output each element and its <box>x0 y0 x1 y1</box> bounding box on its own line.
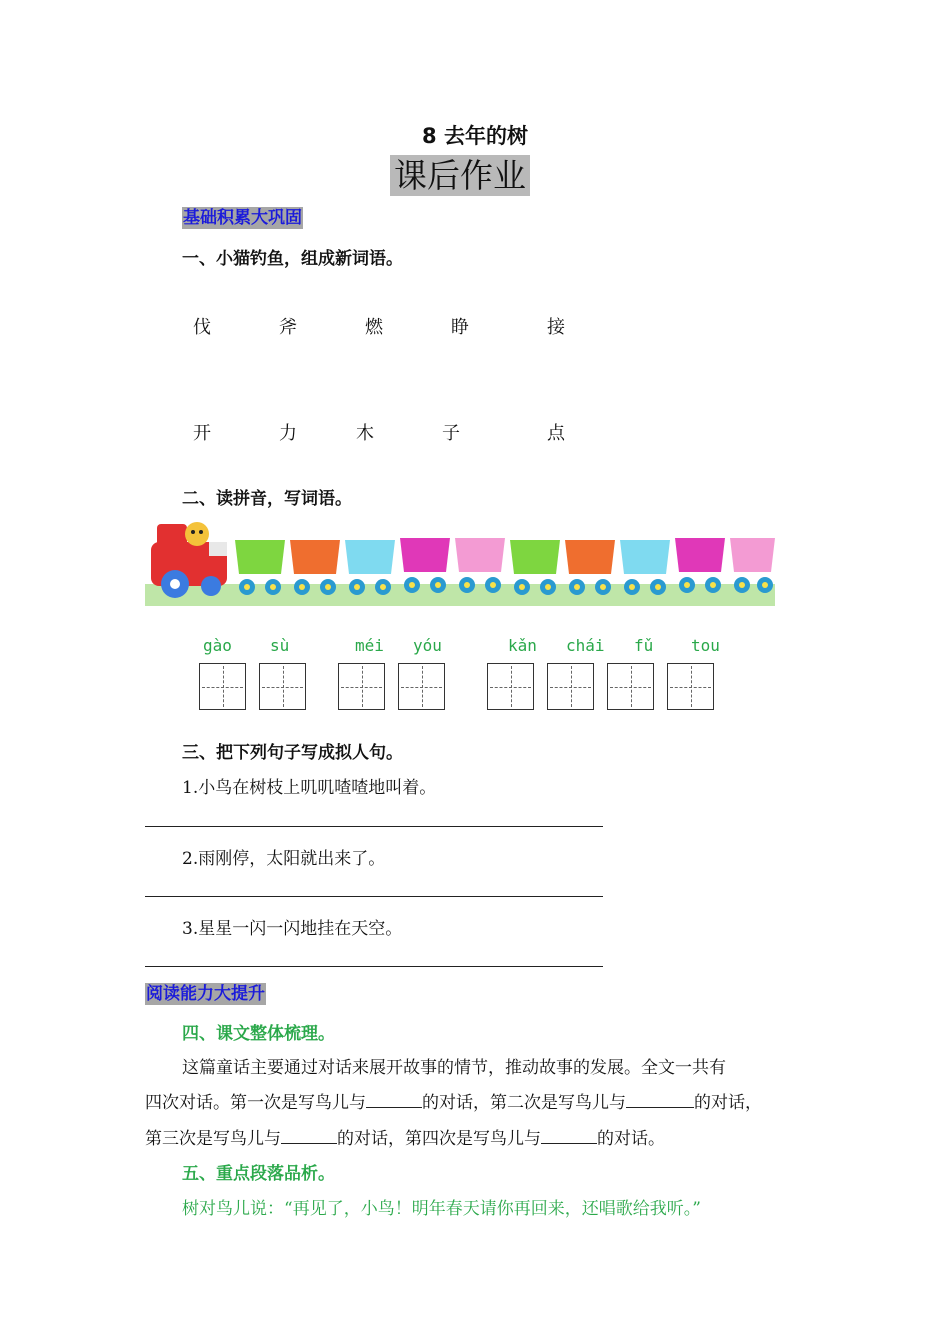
q1-char: 燃 <box>365 317 383 338</box>
q1-char: 睁 <box>451 317 469 338</box>
pinyin-label: kǎn <box>508 636 537 655</box>
q1-char: 伐 <box>193 317 211 338</box>
q4-text: 的对话， <box>694 1093 762 1113</box>
q1-char: 开 <box>193 423 211 444</box>
q4-text: 的对话，第二次是写鸟儿与 <box>422 1093 626 1113</box>
writing-box[interactable] <box>547 663 594 710</box>
q4-paragraph-line <box>145 1088 762 1113</box>
q4-heading: 四、课文整体梳理。 <box>182 1024 335 1044</box>
q4-paragraph-line <box>145 1124 665 1149</box>
page-subtitle: 课后作业 <box>390 155 530 196</box>
writing-box[interactable] <box>199 663 246 710</box>
q1-char: 点 <box>547 423 565 444</box>
q2-heading: 二、读拼音，写词语。 <box>182 489 352 509</box>
q4-paragraph-line: 这篇童话主要通过对话来展开故事的情节，推动故事的发展。全文一共有 <box>182 1058 726 1078</box>
writing-box[interactable] <box>398 663 445 710</box>
q1-heading: 一、小猫钓鱼，组成新词语。 <box>182 249 403 269</box>
pinyin-label: yóu <box>413 636 442 655</box>
writing-box[interactable] <box>487 663 534 710</box>
page-title: 8 去年的树 <box>422 124 528 148</box>
pinyin-label: tou <box>691 636 720 655</box>
q1-char: 子 <box>442 423 460 444</box>
pinyin-label: sù <box>270 636 290 655</box>
fill-blank[interactable] <box>541 1127 597 1144</box>
writing-box[interactable] <box>259 663 306 710</box>
q3-item: 2.雨刚停，太阳就出来了。 <box>182 849 386 869</box>
fill-blank[interactable] <box>626 1091 694 1108</box>
q4-text: 的对话。 <box>597 1129 665 1149</box>
writing-box[interactable] <box>667 663 714 710</box>
q4-text: 四次对话。第一次是写鸟儿与 <box>145 1093 366 1113</box>
section-reading-tag: 阅读能力大提升 <box>146 984 265 1004</box>
q1-char: 力 <box>279 423 297 444</box>
pinyin-label: méi <box>355 636 384 655</box>
answer-line[interactable] <box>145 826 603 827</box>
q5-heading: 五、重点段落品析。 <box>182 1164 335 1184</box>
writing-box[interactable] <box>607 663 654 710</box>
q1-char: 木 <box>356 423 374 444</box>
q1-char: 接 <box>547 317 565 338</box>
answer-line[interactable] <box>145 966 603 967</box>
q1-char: 斧 <box>279 317 297 338</box>
pinyin-label: gào <box>203 636 232 655</box>
fill-blank[interactable] <box>281 1127 337 1144</box>
q3-item: 1.小鸟在树枝上叽叽喳喳地叫着。 <box>182 778 437 798</box>
q5-quote: 树对鸟儿说：“再见了，小鸟！明年春天请你再回来，还唱歌给我听。” <box>182 1199 701 1219</box>
answer-line[interactable] <box>145 896 603 897</box>
q3-item: 3.星星一闪一闪地挂在天空。 <box>182 919 403 939</box>
train-illustration <box>145 512 775 606</box>
writing-box[interactable] <box>338 663 385 710</box>
section-basic-tag: 基础积累大巩固 <box>183 208 302 228</box>
pinyin-label: chái <box>566 636 605 655</box>
fill-blank[interactable] <box>366 1091 422 1108</box>
q4-text: 第三次是写鸟儿与 <box>145 1129 281 1149</box>
q4-text: 的对话，第四次是写鸟儿与 <box>337 1129 541 1149</box>
train-cars <box>235 538 775 574</box>
q3-heading: 三、把下列句子写成拟人句。 <box>182 743 403 763</box>
pinyin-label: fǔ <box>634 636 654 655</box>
